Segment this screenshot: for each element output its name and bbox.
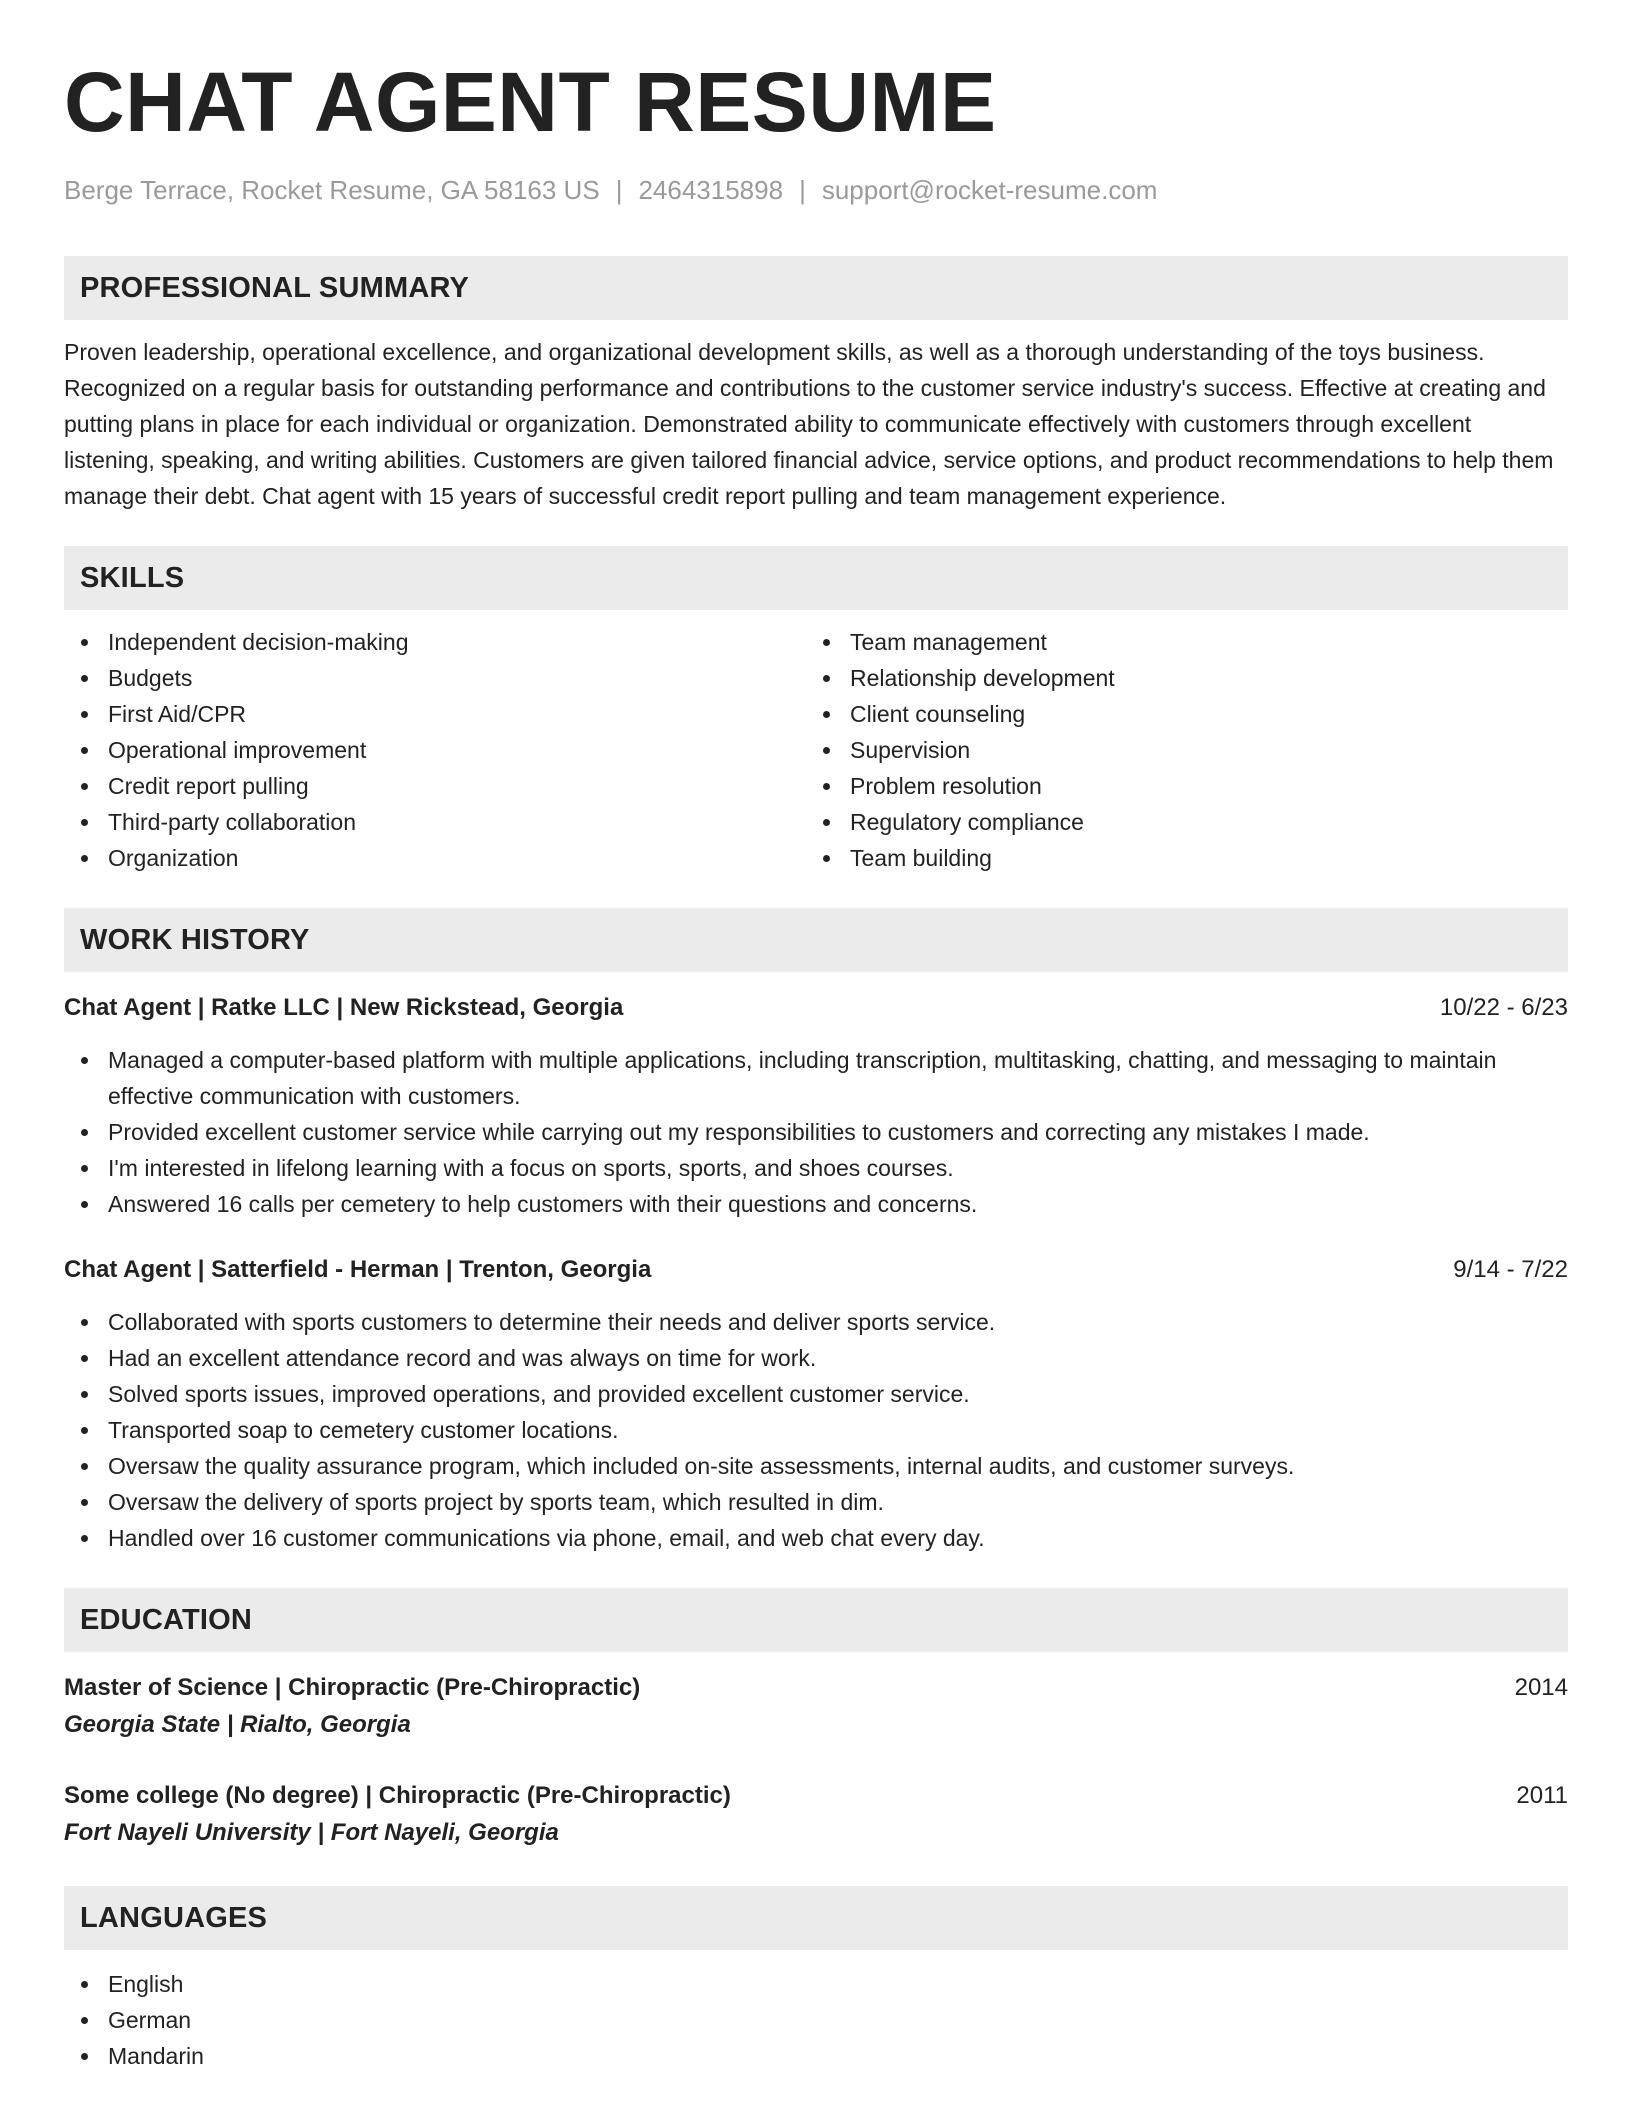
- skill-item: Supervision: [806, 732, 1548, 768]
- job-dates: 10/22 - 6/23: [1439, 994, 1568, 1021]
- job-title: Chat Agent | Satterfield - Herman | Trenton, Georgia: [64, 1256, 652, 1283]
- skills-section-header: SKILLS: [64, 546, 1568, 610]
- contact-line: [64, 174, 1568, 206]
- education-year: 2011: [1516, 1782, 1568, 1809]
- contact-separator: |: [615, 175, 623, 205]
- resume-page: [64, 52, 1568, 2074]
- education-school: Georgia State | Rialto, Georgia: [64, 1711, 411, 1738]
- education-degree: Master of Science | Chiropractic (Pre-Chiropractic): [64, 1674, 641, 1701]
- resume-title: CHAT AGENT RESUME: [64, 55, 997, 149]
- language-item: German: [64, 2002, 1568, 2038]
- job-bullet: Solved sports issues, improved operations, and provided excellent customer service.: [64, 1376, 1568, 1412]
- summary-section-header: PROFESSIONAL SUMMARY: [64, 256, 1568, 320]
- languages-section-header: LANGUAGES: [64, 1886, 1568, 1950]
- job-bullet: Oversaw the quality assurance program, which included on-site assessments, internal audits, and customer surveys.: [64, 1448, 1568, 1484]
- skill-item: Independent decision-making: [64, 624, 806, 660]
- skill-item: Client counseling: [806, 696, 1548, 732]
- job-heading-row: [64, 990, 1568, 1026]
- skill-item: Credit report pulling: [64, 768, 806, 804]
- job-bullet: Had an excellent attendance record and was always on time for work.: [64, 1340, 1568, 1376]
- education-section-header: EDUCATION: [64, 1588, 1568, 1652]
- languages-list: [64, 1966, 1568, 2074]
- job-bullet: Transported soap to cemetery customer locations.: [64, 1412, 1568, 1448]
- contact-phone: 2464315898: [638, 175, 784, 205]
- skill-item: Third-party collaboration: [64, 804, 806, 840]
- skill-item: Regulatory compliance: [806, 804, 1548, 840]
- work-section-header: WORK HISTORY: [64, 908, 1568, 972]
- job-bullet: Answered 16 calls per cemetery to help customers with their questions and concerns.: [64, 1186, 1568, 1222]
- skill-item: Relationship development: [806, 660, 1548, 696]
- job-bullet: Oversaw the delivery of sports project by sports team, which resulted in dim.: [64, 1484, 1568, 1520]
- skills-list: [64, 624, 1568, 876]
- education-heading-row: [64, 1778, 1568, 1814]
- job-bullets: [64, 1304, 1568, 1556]
- skill-item: Budgets: [64, 660, 806, 696]
- education-heading-row: [64, 1670, 1568, 1706]
- skill-item: Operational improvement: [64, 732, 806, 768]
- job-heading-row: [64, 1252, 1568, 1288]
- job-bullet: Managed a computer-based platform with multiple applications, including transcription, multitasking, chatting, and messaging to maintain effective communication with customers.: [64, 1042, 1568, 1114]
- job-bullet: Handled over 16 customer communications via phone, email, and web chat every day.: [64, 1520, 1568, 1556]
- skill-item: Problem resolution: [806, 768, 1548, 804]
- job-bullet: I'm interested in lifelong learning with a focus on sports, sports, and shoes courses.: [64, 1150, 1568, 1186]
- contact-address: Berge Terrace, Rocket Resume, GA 58163 US: [64, 175, 600, 205]
- education-school: Fort Nayeli University | Fort Nayeli, Georgia: [64, 1819, 559, 1846]
- job-bullets: [64, 1042, 1568, 1222]
- skills-column-right: [806, 624, 1548, 876]
- contact-email: support@rocket-resume.com: [821, 175, 1158, 205]
- skill-item: Team management: [806, 624, 1548, 660]
- job-title: Chat Agent | Ratke LLC | New Rickstead, Georgia: [64, 994, 624, 1021]
- job-bullet: Provided excellent customer service while carrying out my responsibilities to customers and correcting any mistakes I made.: [64, 1114, 1568, 1150]
- skill-item: Organization: [64, 840, 806, 876]
- job-dates: 9/14 - 7/22: [1453, 1256, 1568, 1283]
- language-item: Mandarin: [64, 2038, 1568, 2074]
- skill-item: Team building: [806, 840, 1548, 876]
- skill-item: First Aid/CPR: [64, 696, 806, 732]
- job-bullet: Collaborated with sports customers to determine their needs and deliver sports service.: [64, 1304, 1568, 1340]
- summary-text: Proven leadership, operational excellence, and organizational development skills, as well as a thorough understanding of the toys business. Recognized on a regular basis for outstanding performance and contributions to the customer service industry's success. Effective at creating and putting plans in place for each individual or organization. Demonstrated ability to communicate effectively with customers through excellent listening, speaking, and writing abilities. Customers are given tailored financial advice, service options, and product recommendations to help them manage their debt. Chat agent with 15 years of successful credit report pulling and team management experience.: [64, 339, 1554, 509]
- language-item: English: [64, 1966, 1568, 2002]
- contact-separator: |: [799, 175, 806, 205]
- skills-column-left: [64, 624, 806, 876]
- education-year: 2014: [1514, 1674, 1568, 1701]
- education-degree: Some college (No degree) | Chiropractic (Pre-Chiropractic): [64, 1782, 731, 1809]
